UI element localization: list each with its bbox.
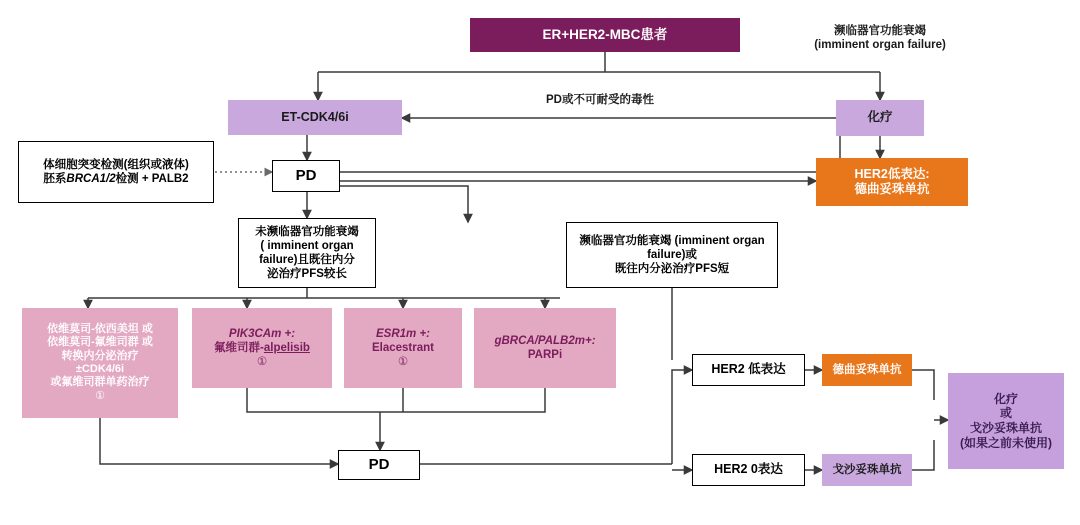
somatic-line2: 胚系BRCA1/2检测 + PALB2: [43, 173, 189, 185]
node-option-everolimus: [22, 308, 178, 418]
node-her2-zero-box: [692, 454, 805, 486]
opt1-footnote-marker: ①: [95, 389, 105, 402]
opt1-line3: 转换内分泌治疗: [61, 349, 139, 362]
node-her2-low-top: [816, 158, 968, 206]
edge-label-pd-toxicity-text: PD或不可耐受的毒性: [546, 94, 654, 106]
opt4-line2: PARPi: [527, 349, 563, 361]
opt2-line2: 氟维司群-alpelisib: [214, 341, 310, 354]
opt4-line1: gBRCA/PALB2m+:: [494, 334, 596, 347]
branch-left-line3: failure)且既往内分: [259, 254, 355, 266]
node-tdxd: [822, 354, 912, 386]
node-option-pik3ca: [192, 308, 332, 388]
branch-right-line2: failure)或: [647, 248, 697, 261]
edge-label-pd-toxicity: [480, 93, 720, 107]
node-tdxd-label: 德曲妥珠单抗: [832, 363, 902, 376]
node-branch-right: [566, 222, 778, 288]
opt2-line1: PIK3CAm +:: [228, 327, 296, 340]
branch-right-line1: 濒临器官功能衰竭 (imminent organ: [579, 234, 765, 247]
node-root-label: ER+HER2-MBC患者: [542, 26, 668, 42]
node-chemo-top: [836, 100, 924, 136]
node-pd-top: [272, 160, 340, 192]
final-line2: 或: [999, 406, 1012, 421]
somatic-line1: 体细胞突变检测(组织或液体): [43, 158, 189, 171]
final-line4: (如果之前未使用): [960, 435, 1052, 450]
opt1-line2: 依维莫司-氟维司群 或: [47, 336, 153, 349]
edge-label-line2: (imminent organ failure): [814, 39, 946, 52]
node-pd-top-label: PD: [295, 166, 317, 184]
opt3-line1: ESR1m +:: [375, 327, 430, 340]
node-her2-low-box: [692, 354, 805, 386]
edge-label-line1: 濒临器官功能衰竭: [834, 25, 926, 37]
node-et-cdk46i-label: ET-CDK4/6i: [281, 109, 349, 124]
node-her2-low-box-label: HER2 低表达: [711, 362, 786, 377]
node-pd-bottom: [338, 450, 420, 480]
opt1-line5: 或氟维司群单药治疗: [50, 376, 150, 389]
node-et-cdk46i: [228, 100, 402, 135]
node-somatic-testing: [18, 141, 214, 203]
node-her2-zero-box-label: HER2 0表达: [714, 462, 783, 477]
node-pd-bottom-label: PD: [368, 455, 390, 473]
opt1-line1: 依维莫司-依西美坦 或: [47, 322, 153, 335]
node-final-chemo: [948, 373, 1064, 469]
node-sacituzumab-label: 戈沙妥珠单抗: [832, 463, 902, 476]
her2-low-top-line2: 德曲妥珠单抗: [854, 182, 930, 196]
her2-low-top-line1: HER2低表达:: [854, 166, 930, 181]
opt3-line2: Elacestrant: [371, 341, 434, 354]
branch-left-line2: ( imminent organ: [260, 239, 354, 252]
branch-left-line1: 未濒临器官功能衰竭: [255, 225, 359, 238]
edge-label-imminent-organ-failure: [770, 24, 990, 53]
final-line1: 化疗: [993, 391, 1018, 406]
node-branch-left: [238, 218, 376, 288]
opt3-footnote-marker: ①: [397, 356, 409, 368]
branch-right-line3: 既往内分泌治疗PFS短: [614, 263, 730, 275]
final-line3: 戈沙妥珠单抗: [969, 421, 1042, 435]
node-option-esr1: [344, 308, 462, 388]
node-option-parpi: [474, 308, 616, 388]
opt1-line4: ±CDK4/6i: [75, 363, 125, 375]
branch-left-line4: 泌治疗PFS较长: [267, 268, 347, 281]
opt2-footnote-marker: ①: [256, 356, 268, 368]
node-sacituzumab: [822, 454, 912, 486]
node-root: [470, 18, 740, 52]
node-chemo-top-label: 化疗: [867, 110, 893, 125]
